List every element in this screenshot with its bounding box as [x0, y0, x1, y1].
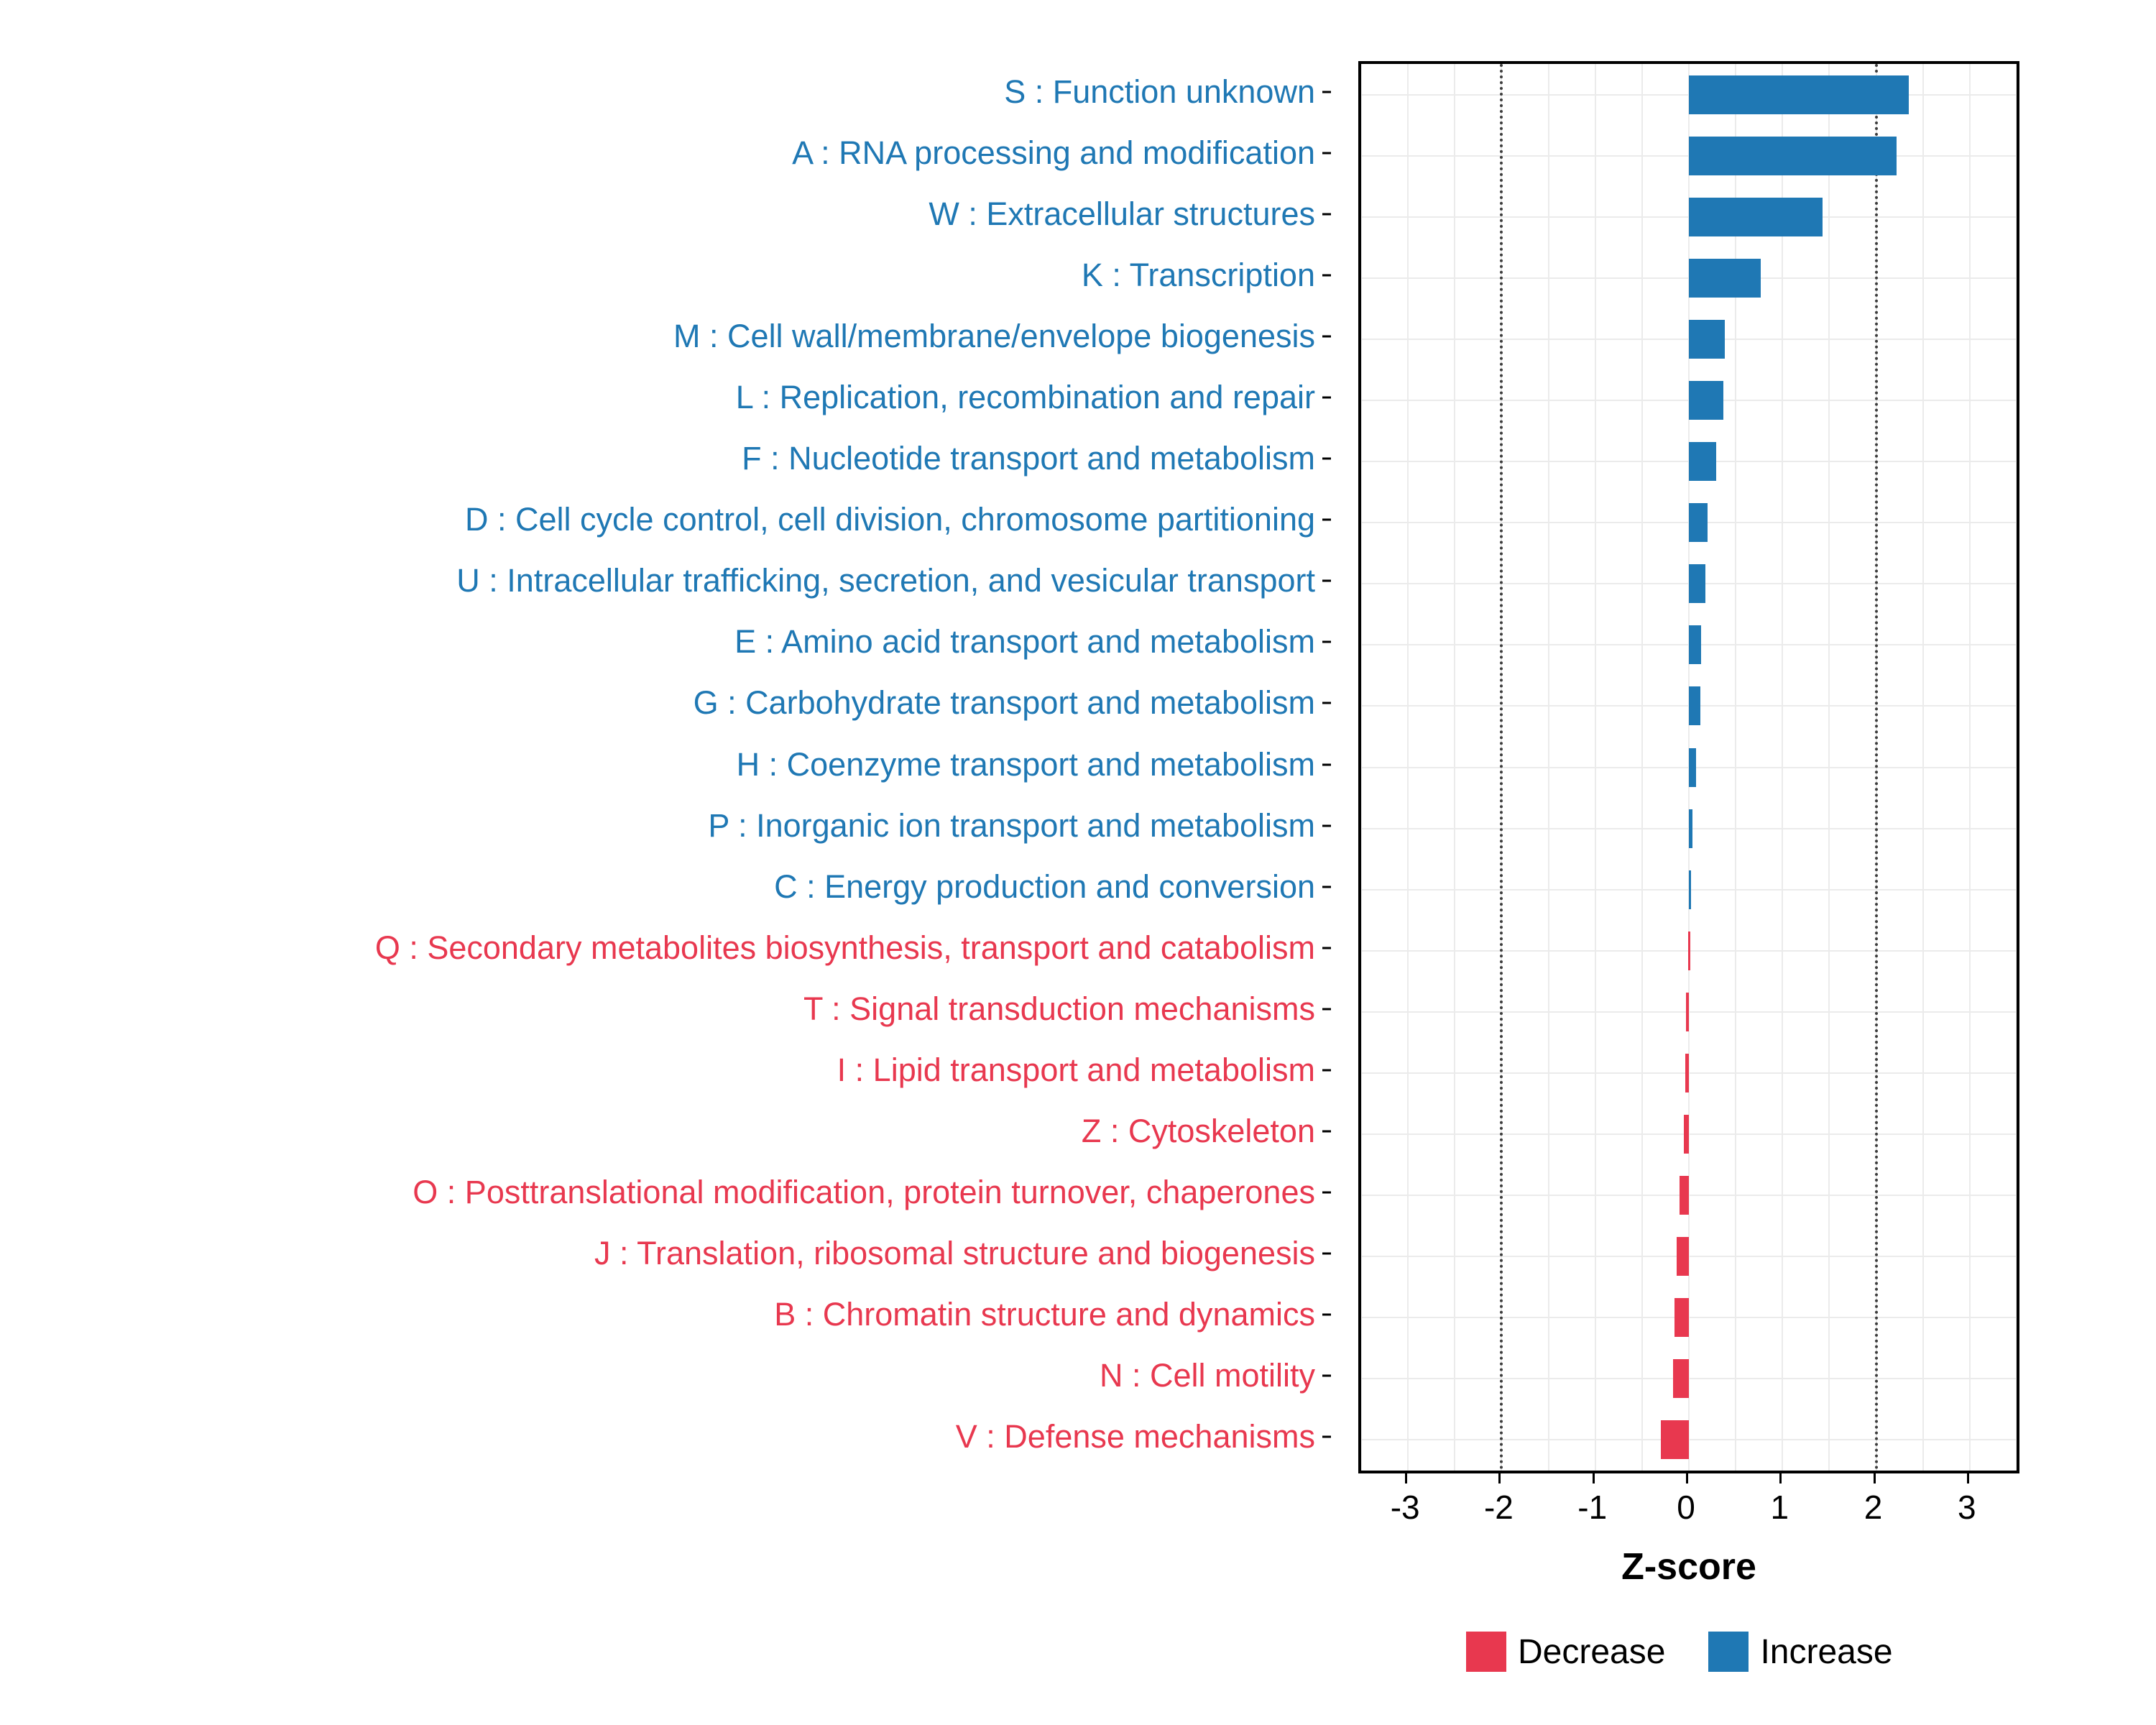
bar	[1661, 1420, 1689, 1459]
x-tick-label: 1	[1770, 1489, 1789, 1526]
reference-line	[1875, 64, 1878, 1471]
category-label: B : Chromatin structure and dynamics	[774, 1296, 1315, 1333]
bar	[1686, 993, 1689, 1031]
axis-tick	[1322, 763, 1331, 765]
category-label: N : Cell motility	[1099, 1357, 1315, 1394]
axis-tick	[1322, 886, 1331, 888]
x-tick-label: 3	[1958, 1489, 1976, 1526]
category-label: C : Energy production and conversion	[774, 868, 1315, 905]
category-label: F : Nucleotide transport and metabolism	[742, 440, 1315, 477]
axis-tick	[1322, 947, 1331, 949]
bar	[1689, 75, 1909, 114]
bar	[1689, 564, 1705, 603]
axis-tick	[1322, 519, 1331, 521]
bar	[1684, 1115, 1689, 1154]
plot-panel	[1358, 61, 2019, 1473]
axis-tick	[1322, 1008, 1331, 1010]
axis-tick	[1322, 335, 1331, 337]
axis-tick	[1322, 1131, 1331, 1133]
x-axis-title: Z-score	[1621, 1546, 1756, 1588]
category-label: P : Inorganic ion transport and metabolism	[708, 806, 1315, 844]
x-tick-label: 2	[1864, 1489, 1883, 1526]
x-tick-mark	[1498, 1473, 1501, 1484]
reference-line	[1500, 64, 1503, 1471]
x-tick-mark	[1874, 1473, 1876, 1484]
gridline-horizontal	[1361, 1072, 2017, 1074]
category-label: E : Amino acid transport and metabolism	[734, 623, 1315, 661]
category-label: Q : Secondary metabolites biosynthesis, transport and catabolism	[374, 929, 1315, 966]
bar	[1689, 870, 1691, 909]
bar	[1689, 748, 1696, 787]
bar	[1689, 259, 1761, 298]
category-label: O : Posttranslational modification, protein turnover, chaperones	[413, 1174, 1315, 1211]
gridline-horizontal	[1361, 1317, 2017, 1318]
category-label: V : Defense mechanisms	[955, 1418, 1315, 1455]
gridline-horizontal	[1361, 1011, 2017, 1013]
category-label: Z : Cytoskeleton	[1081, 1113, 1315, 1150]
bar	[1689, 320, 1725, 359]
category-label: A : RNA processing and modification	[792, 134, 1315, 171]
axis-tick	[1322, 1375, 1331, 1377]
x-tick-mark	[1967, 1473, 1969, 1484]
axis-tick	[1322, 1314, 1331, 1316]
category-label: W : Extracellular structures	[929, 195, 1315, 232]
axis-tick	[1322, 1069, 1331, 1071]
axis-tick	[1322, 91, 1331, 93]
axis-tick	[1322, 458, 1331, 460]
category-label: D : Cell cycle control, cell division, chromosome partitioning	[465, 501, 1315, 538]
axis-tick	[1322, 1436, 1331, 1438]
axis-tick	[1322, 152, 1331, 154]
category-label: U : Intracellular trafficking, secretion, and vesicular transport	[456, 562, 1315, 599]
x-tick-label: 0	[1677, 1489, 1695, 1526]
legend-item	[1708, 1632, 1892, 1672]
gridline-horizontal	[1361, 1133, 2017, 1135]
gridline-horizontal	[1361, 1256, 2017, 1257]
category-label: M : Cell wall/membrane/envelope biogenesis	[673, 317, 1315, 354]
category-label: G : Carbohydrate transport and metabolism	[693, 684, 1315, 722]
gridline-horizontal	[1361, 1439, 2017, 1440]
category-label: L : Replication, recombination and repair	[735, 378, 1315, 415]
axis-tick	[1322, 580, 1331, 582]
gridline-horizontal	[1361, 1378, 2017, 1379]
category-label: K : Transcription	[1081, 256, 1315, 293]
bar	[1689, 686, 1700, 725]
category-label: S : Function unknown	[1004, 73, 1315, 110]
legend	[1466, 1632, 1917, 1672]
x-tick-mark	[1593, 1473, 1595, 1484]
bar	[1689, 137, 1897, 175]
axis-tick	[1322, 213, 1331, 215]
x-tick-mark	[1686, 1473, 1688, 1484]
bar	[1677, 1237, 1689, 1276]
axis-tick	[1322, 1253, 1331, 1255]
category-label: I : Lipid transport and metabolism	[837, 1051, 1315, 1088]
bar	[1674, 1298, 1689, 1337]
bar	[1685, 1054, 1689, 1092]
bar	[1673, 1359, 1689, 1398]
x-tick-mark	[1779, 1473, 1782, 1484]
axis-tick	[1322, 702, 1331, 704]
bar	[1688, 932, 1690, 970]
category-label: H : Coenzyme transport and metabolism	[736, 745, 1315, 783]
category-label: J : Translation, ribosomal structure and biogenesis	[594, 1235, 1315, 1272]
x-tick-label: -3	[1390, 1489, 1420, 1526]
legend-label: Increase	[1760, 1632, 1893, 1671]
bar	[1680, 1176, 1689, 1215]
bar	[1689, 625, 1701, 664]
axis-tick	[1322, 1192, 1331, 1194]
gridline-horizontal	[1361, 1195, 2017, 1196]
axis-tick	[1322, 396, 1331, 398]
bar	[1689, 381, 1723, 420]
bar	[1689, 198, 1823, 236]
axis-tick	[1322, 641, 1331, 643]
x-tick-label: -1	[1577, 1489, 1608, 1526]
axis-tick	[1322, 824, 1331, 827]
legend-swatch	[1466, 1632, 1506, 1672]
axis-tick	[1322, 274, 1331, 276]
legend-label: Decrease	[1518, 1632, 1666, 1671]
category-axis-labels	[0, 61, 1337, 1473]
bar	[1689, 809, 1692, 848]
category-label: T : Signal transduction mechanisms	[803, 990, 1315, 1027]
x-tick-label: -2	[1483, 1489, 1514, 1526]
bar	[1689, 503, 1708, 542]
bar	[1689, 442, 1716, 481]
x-tick-mark	[1405, 1473, 1407, 1484]
legend-item	[1466, 1632, 1665, 1672]
legend-swatch	[1708, 1632, 1749, 1672]
